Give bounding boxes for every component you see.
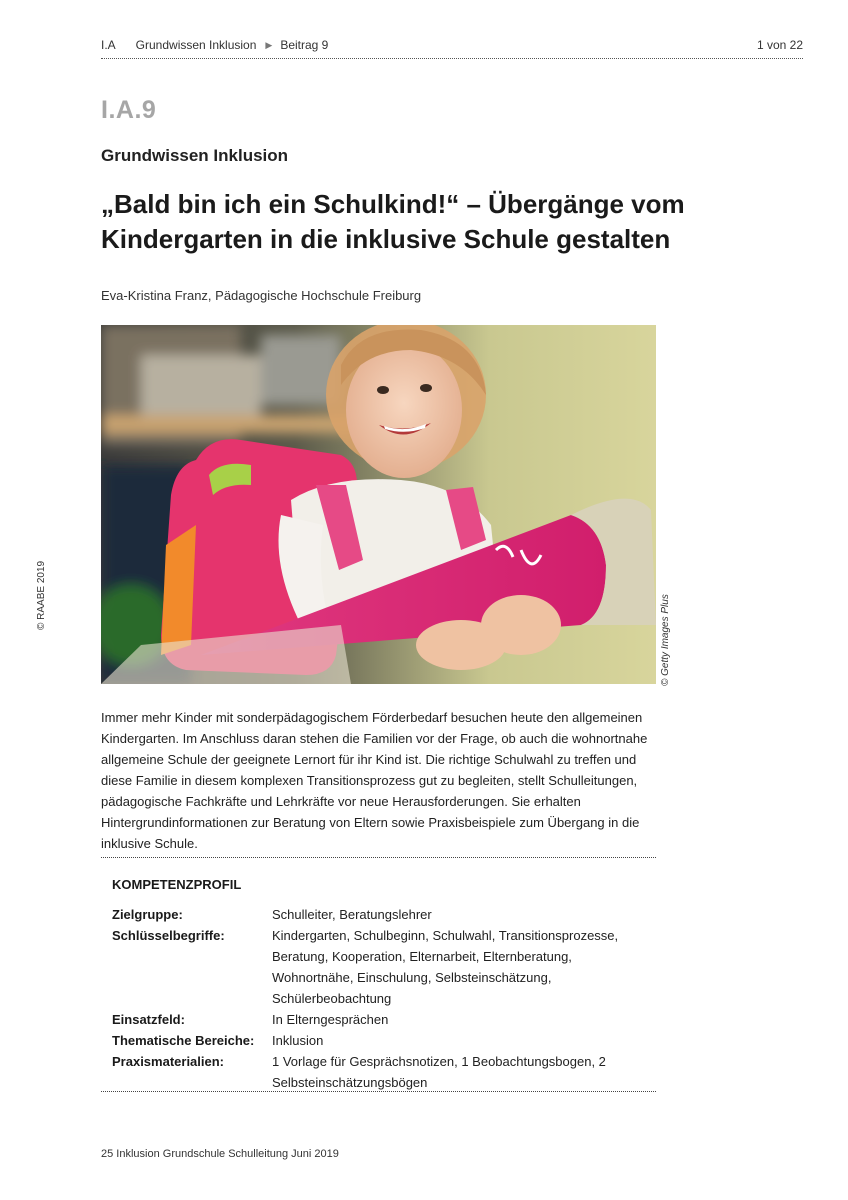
kp-label: Schlüsselbegriffe: xyxy=(112,928,225,943)
kp-row-einsatzfeld xyxy=(112,1009,642,1030)
kp-value: Kindergarten, Schulbeginn, Schulwahl, Transitionsprozesse, Beratung, Kooperation, Elternarbeit, Elternberatung, Wohnortnähe, Einschulung, Selbsteinschätzung, Schülerbeobachtung xyxy=(272,928,619,1006)
kp-label: Zielgruppe: xyxy=(112,907,183,922)
running-header xyxy=(101,38,328,52)
kp-value: Inklusion xyxy=(272,1033,324,1048)
kp-label: Thematische Bereiche: xyxy=(112,1033,255,1048)
article-code: I.A.9 xyxy=(101,96,157,124)
header-divider xyxy=(101,58,803,59)
author-line: Eva-Kristina Franz, Pädagogische Hochschule Freiburg xyxy=(101,288,422,303)
intro-paragraph: Immer mehr Kinder mit sonderpädagogischem Förderbedarf besuchen heute den allgemeinen Kindergarten. Im Anschluss daran stehen die Familien vor der Frage, ob auch die wohnortnahe allgemeine Schule der geeignete Lernort für ihr Kind ist. Die richtige Schulwahl zu treffen und diese Familie in diesem komplexen Transitionsprozess gut zu begleiten, stellt Schulleitungen, pädagogische Fachkräfte und Lehrkräfte vor neue Herausforderungen. Sie erhalten Hintergrundinformationen zur Beratung von Eltern sowie Praxisbeispiele zum Übergang in die inklusive Schule. xyxy=(101,710,648,851)
page-title: „Bald bin ich ein Schulkind!“ – Übergänge vom Kindergarten in die inklusive Schule gestalten xyxy=(101,189,685,254)
triangle-right-icon: ▶ xyxy=(265,39,273,50)
kompetenzprofil-heading: KOMPETENZPROFIL xyxy=(112,877,242,892)
kp-label: Einsatzfeld: xyxy=(112,1012,185,1027)
header-article: Beitrag 9 xyxy=(280,38,329,52)
box-bottom-divider xyxy=(101,1091,656,1092)
kp-value: In Elterngesprächen xyxy=(272,1012,389,1027)
header-section: I.A xyxy=(101,38,116,52)
cover-photo xyxy=(101,325,656,684)
page-footer: 25 Inklusion Grundschule Schulleitung Juni 2019 xyxy=(101,1148,339,1160)
kp-label: Praxismaterialien: xyxy=(112,1054,225,1069)
header-series: Grundwissen Inklusion xyxy=(135,38,257,52)
kp-row-zielgruppe xyxy=(112,904,642,925)
kp-value: Schulleiter, Beratungslehrer xyxy=(272,907,432,922)
box-top-divider xyxy=(101,857,656,858)
series-title: Grundwissen Inklusion xyxy=(101,146,289,165)
kompetenzprofil-table xyxy=(112,904,642,1093)
kp-value: 1 Vorlage für Gesprächsnotizen, 1 Beobachtungsbogen, 2 Selbsteinschätzungsbögen xyxy=(272,1054,606,1090)
kp-row-praxismaterialien xyxy=(112,1051,642,1093)
photo-credit: © Getty Images Plus xyxy=(660,594,671,686)
kp-row-schluesselbegriffe xyxy=(112,925,642,1009)
copyright-notice: © RAABE 2019 xyxy=(36,560,47,630)
page-number: 1 von 22 xyxy=(756,38,803,52)
kp-row-thematische-bereiche xyxy=(112,1030,642,1051)
